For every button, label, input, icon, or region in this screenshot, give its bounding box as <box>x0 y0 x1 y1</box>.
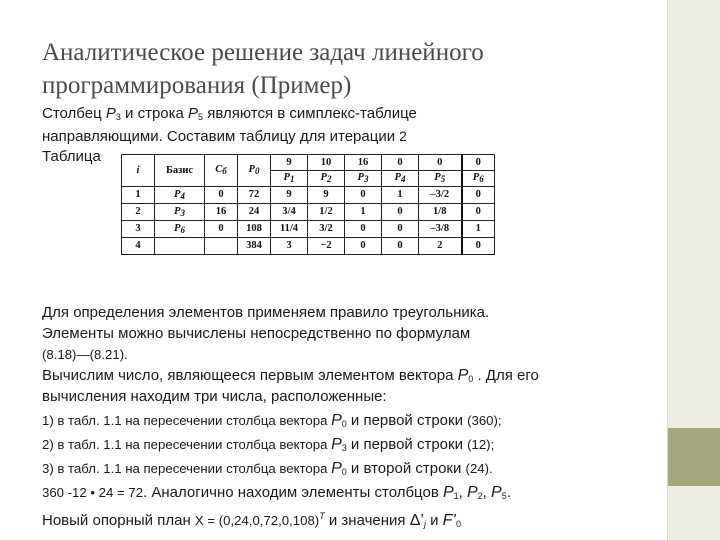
vector-p0-subscript: 0 <box>341 467 347 477</box>
cell-p4: 1 <box>382 187 419 204</box>
table-row <box>122 221 495 238</box>
cell-i: 4 <box>122 238 155 255</box>
title-line-2: программирования (Пример) <box>42 72 352 99</box>
plan-vector: X = (0,24,0,72,0,108) <box>194 513 320 528</box>
coef-c3: 16 <box>345 155 382 171</box>
separator: , <box>482 484 492 501</box>
vector-p2-subscript: 2 <box>477 491 483 501</box>
header-p4-subscript: 4 <box>400 174 406 184</box>
intro-line-2 <box>42 127 642 147</box>
cell-basis <box>155 187 205 204</box>
vector-p2: P <box>466 484 478 501</box>
transpose-superscript: T <box>319 511 325 521</box>
vector-p0: P <box>331 460 342 477</box>
cell-p6: 0 <box>462 187 495 204</box>
header-p6-subscript: 6 <box>479 174 484 184</box>
list-item <box>42 410 642 431</box>
cell-p5: –3/2 <box>419 187 462 204</box>
table-row <box>122 187 495 204</box>
vector-p0-subscript: 0 <box>468 374 474 384</box>
header-p6-letter: P <box>472 172 480 183</box>
separator: , <box>458 484 467 501</box>
cell-basis <box>155 238 205 255</box>
intro-text-part: Столбец <box>42 105 106 122</box>
iteration-number: 2 <box>399 129 407 144</box>
cell-cb: 0 <box>205 187 238 204</box>
delta-symbol: Δ’ <box>409 512 424 529</box>
vector-p3-subscript: 3 <box>115 112 121 122</box>
basis-subscript: 6 <box>180 224 185 235</box>
vector-p0-subscript: 0 <box>341 419 347 429</box>
body-text-part: . Аналогично находим элементы столбцов <box>143 484 443 501</box>
cell-p4: 0 <box>382 238 419 255</box>
cell-p1: 11/4 <box>271 221 308 238</box>
cell-p4: 0 <box>382 221 419 238</box>
body-line-5: вычисления находим три числа, расположенные: <box>42 388 387 405</box>
body-text-part: и значения <box>324 512 410 529</box>
value-12: (12); <box>467 437 495 452</box>
header-p3-letter: P <box>357 172 364 183</box>
delta-subscript: j <box>423 519 426 529</box>
rail-divider <box>667 0 668 540</box>
vector-p3: P <box>105 105 116 122</box>
vector-p0: P <box>331 412 342 429</box>
cell-p3: 1 <box>345 204 382 221</box>
vector-p5: P <box>491 484 502 501</box>
cell-p0: 24 <box>238 204 271 221</box>
body-text-part: 1) в табл. 1.1 на пересечении столбца вектора <box>42 413 332 428</box>
body-text-part: 2) в табл. 1.1 на пересечении столбца вектора <box>42 437 332 452</box>
header-p0-letter: P <box>248 164 255 175</box>
cell-p0: 384 <box>238 238 271 255</box>
header-p6 <box>462 171 495 187</box>
basis-subscript: 4 <box>180 190 185 201</box>
calculation: 360 -12 • 24 = 72 <box>42 485 144 500</box>
cell-p3: 0 <box>345 187 382 204</box>
cell-p1: 9 <box>271 187 308 204</box>
list-item <box>42 458 642 479</box>
header-p3 <box>345 171 382 187</box>
cell-p0: 108 <box>238 221 271 238</box>
vector-p5-subscript: 5 <box>501 491 507 501</box>
header-i: i <box>122 155 155 187</box>
body-text-part: 3) в табл. 1.1 на пересечении столбца вектора <box>42 461 332 476</box>
cell-p1: 3/4 <box>271 204 308 221</box>
cell-cb: 16 <box>205 204 238 221</box>
cell-basis <box>155 221 205 238</box>
coef-c6: 0 <box>462 155 495 171</box>
body-text-part: Вычислим число, являющееся первым элементом вектора <box>42 367 458 384</box>
body-line-2: Элементы можно вычислены непосредственно по формулам <box>42 325 471 342</box>
cell-p6: 0 <box>462 204 495 221</box>
header-p3-subscript: 3 <box>363 174 369 184</box>
header-p2-letter: P <box>320 172 327 183</box>
header-p2 <box>308 171 345 187</box>
header-p0-subscript: 0 <box>254 166 260 176</box>
cell-p2: 1/2 <box>308 204 345 221</box>
right-decor-stripe <box>668 428 720 486</box>
coef-c4: 0 <box>382 155 419 171</box>
header-cb <box>205 155 238 187</box>
body-line-10 <box>42 506 642 527</box>
body-line-9 <box>42 482 642 503</box>
cell-p6: 1 <box>462 221 495 238</box>
header-p4-letter: P <box>394 172 401 183</box>
vector-p1: P <box>442 484 454 501</box>
header-p2-subscript: 2 <box>326 174 332 184</box>
body-text-part: и первой строки <box>346 412 468 429</box>
objective-f-subscript: 0 <box>455 519 461 529</box>
header-p4 <box>382 171 419 187</box>
cell-p2: 9 <box>308 187 345 204</box>
cell-p5: –3/8 <box>419 221 462 238</box>
vector-p5-subscript: 5 <box>198 112 204 122</box>
cell-p5: 1/8 <box>419 204 462 221</box>
cell-i: 2 <box>122 204 155 221</box>
header-cb-letter: C <box>215 164 223 175</box>
intro-text-part: направляющими. Составим таблицу для итерации <box>42 128 400 145</box>
vector-p1-subscript: 1 <box>453 491 459 501</box>
intro-line-1 <box>42 104 642 127</box>
list-item <box>42 434 642 455</box>
simplex-table <box>121 154 495 255</box>
explanation-text <box>42 302 642 527</box>
vector-p0: P <box>457 367 469 384</box>
body-text-part: . Для его <box>473 367 539 384</box>
body-text-part: и <box>425 512 443 529</box>
body-text-part: и второй строки <box>346 460 466 477</box>
table-header-row-1 <box>122 155 495 171</box>
cell-p3: 0 <box>345 221 382 238</box>
vector-p5: P <box>188 105 199 122</box>
header-cb-subscript: б <box>222 166 227 176</box>
header-p5-letter: P <box>434 172 441 183</box>
value-360: (360); <box>467 413 502 428</box>
cell-cb <box>205 238 238 255</box>
cell-p2: 3/2 <box>308 221 345 238</box>
cell-p6: 0 <box>462 238 495 255</box>
body-text-part: Новый опорный план <box>42 512 195 529</box>
intro-text-part: и строка <box>120 105 189 122</box>
basis-letter: P <box>174 222 181 234</box>
cell-p3: 0 <box>345 238 382 255</box>
basis-letter: P <box>174 188 181 200</box>
slide-title <box>42 36 642 102</box>
header-p0 <box>238 155 271 187</box>
coef-c1: 9 <box>271 155 308 171</box>
value-24: (24). <box>465 461 493 476</box>
cell-i: 1 <box>122 187 155 204</box>
vector-p3-subscript: 3 <box>341 443 347 453</box>
body-line-4 <box>42 365 642 386</box>
cell-i: 3 <box>122 221 155 238</box>
table-row <box>122 238 495 255</box>
formula-reference: (8.18)—(8.21). <box>42 347 128 362</box>
basis-subscript: 3 <box>180 207 185 218</box>
header-basis: Базис <box>155 155 205 187</box>
cell-p1: 3 <box>271 238 308 255</box>
header-p5 <box>419 171 462 187</box>
body-line-1: Для определения элементов применяем правило треугольника. <box>42 304 490 321</box>
right-decor-rail <box>668 0 720 540</box>
cell-p2: −2 <box>308 238 345 255</box>
intro-text-part: являются в симплекс-таблице <box>203 105 417 122</box>
cell-basis <box>155 204 205 221</box>
header-p5-subscript: 5 <box>440 174 446 184</box>
basis-letter: P <box>174 205 181 217</box>
cell-cb: 0 <box>205 221 238 238</box>
table-row <box>122 204 495 221</box>
cell-p0: 72 <box>238 187 271 204</box>
header-p1 <box>271 171 308 187</box>
cell-p5: 2 <box>419 238 462 255</box>
objective-f: F’ <box>442 512 456 529</box>
header-p1-letter: P <box>283 172 290 183</box>
period: . <box>506 484 511 501</box>
vector-p3: P <box>331 436 342 453</box>
coef-c2: 10 <box>308 155 345 171</box>
title-line-1: Аналитическое решение задач линейного <box>42 39 484 66</box>
coef-c5: 0 <box>419 155 462 171</box>
cell-p4: 0 <box>382 204 419 221</box>
body-text-part: и первой строки <box>346 436 468 453</box>
header-p1-subscript: 1 <box>289 174 295 184</box>
table-caption: Таблица <box>42 148 101 165</box>
